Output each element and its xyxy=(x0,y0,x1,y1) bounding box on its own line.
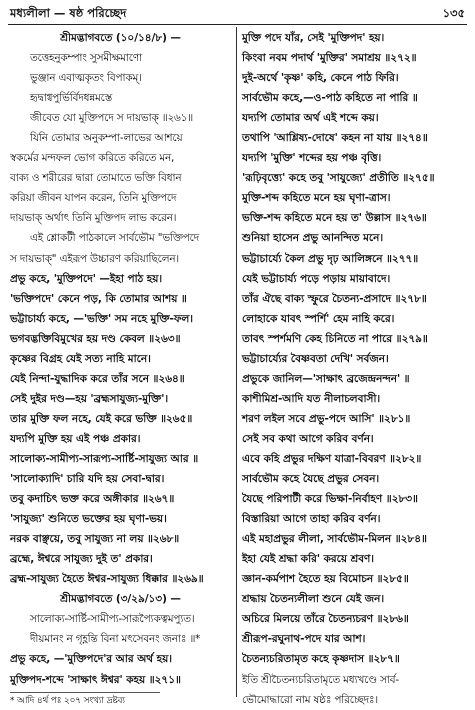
verse-line: এই মহাপ্রভুর লীলা, সার্বভৌম-মিলন ॥২৮৪॥ xyxy=(242,533,427,546)
verse-line: তাঁর ঐছে বাক্য স্ফুরে চৈতন্য-প্রসাদে ॥২৭৮॥ xyxy=(242,292,427,305)
prose-line: স দায়ভাক্" এইরূপ উচ্চারণ করিয়াছিলেন। xyxy=(10,252,179,265)
sanskrit-line: ভুঞ্জান এবাত্মকৃতং বিপাকম্। xyxy=(30,72,142,85)
prose-line: করিয়া জীবন যাপন করেন, তিনি মুক্তিপদে xyxy=(10,192,177,205)
verse-line: যদ্যপি তোমার অর্থ এই শব্দে কয়। xyxy=(242,112,379,125)
verse-line: মুক্তি পদে যাঁর, সেই 'মুক্তিপদ' হয়। xyxy=(242,32,385,44)
prose-line: যিনি তোমার অনুকম্পা-লাভের আশয়ে xyxy=(30,132,183,145)
verse-line: যেই ভট্টাচার্য্য পড়ে পড়ায় মায়াবাদে। xyxy=(242,272,391,285)
verse-line: তাবৎ স্পর্শমণি কেহ চিনিতে না পারে ॥২৭৯॥ xyxy=(242,332,428,345)
verse-line: প্রভুকে জানিল—'সাক্ষাৎ ব্রজেন্দ্রনন্দন' ॥ xyxy=(242,372,410,385)
sanskrit-line: হৃদ্বাগ্বপুর্ভির্বিদধন্নমস্তে xyxy=(30,92,113,105)
verse-line: মুক্তি-শব্দ কহিতে মনে হয় ঘৃণা-ত্রাস। xyxy=(242,192,391,205)
prose-line: দায়ভাক্ অর্থাৎ তিনি মুক্তিপদ লাভ করেন। xyxy=(10,212,177,225)
verse-line: তথাপি 'আশ্লিষ্য-দোষে' কহন না যায় ॥২৭৪॥ xyxy=(242,132,428,145)
verse-line: সার্বভৌম কহে,—ও-পাঠ কহিতে না পারি ॥ xyxy=(242,92,418,105)
verse-line: অচিরে মিলয়ে তাঁরে চৈতন্যচরণ ॥২৮৬॥ xyxy=(242,613,409,626)
header-rule xyxy=(8,24,467,25)
page-header xyxy=(10,4,465,24)
sanskrit-line: তত্তেহনুকম্পাং সুসমীক্ষমাণো xyxy=(30,52,142,65)
prose-line: ইতি শ্রীচৈতন্যচরিতামৃতে মধ্যখণ্ডে সার্ব- xyxy=(242,673,399,686)
verse-line: কিংবা নবম পদার্থ 'মুক্তির' সমাশ্রয় ॥২৭২॥ xyxy=(242,52,417,65)
verse-line: বিস্তারিয়া আগে তাহা করিব বর্ণন। xyxy=(242,513,381,526)
verse-line: ভট্টাচার্য্য কহে, —'ভক্তি' সম নহে মুক্তি-ফল। xyxy=(10,312,193,325)
verse-line: যৈছে পরিপাটী করে ভিক্ষা-নির্বাহণ ॥২৮৩॥ xyxy=(242,493,418,506)
verse-line: যদ্যপি মুক্তি হয় এই পঞ্চ প্রকার। xyxy=(10,432,141,445)
verse-line: সালোক্য-সামীপ্য-সারূপ্য-সার্ষ্টি-সাযুজ্য আর ॥ xyxy=(10,452,199,465)
verse-line: ভক্তি-শব্দ কহিতে মনে হয় ত' উল্লাস ॥২৭৬॥ xyxy=(242,212,427,225)
scripture-reference: শ্রীমদ্ভাগবতে (১০/১৪/৮) — xyxy=(60,32,181,44)
verse-line: ইহা যেই শ্রদ্ধা করি' করয়ে শ্রবণ। xyxy=(242,553,374,566)
prose-line: স্বকর্মের মন্দফল ভোগ করিতে করিতে মন, xyxy=(10,152,175,165)
verse-line: যেই নিন্দা-যুদ্ধাদিক করে তাঁর সনে ॥২৬৪॥ xyxy=(10,372,185,385)
verse-line: তার মুক্তি ফল নহে, যেই করে ভক্তি ॥২৬৫॥ xyxy=(10,412,193,425)
footnote: * আদি ৪র্থ পঃ ২০৭ সংখ্যা দ্রষ্টব্য xyxy=(10,692,160,710)
verse-line: প্রভু কহে, 'মুক্তিপদে' —ইহা পাঠ হয়। xyxy=(10,272,163,285)
verse-line: সেই দুইর দণ্ড—হয় 'ব্রহ্মসাযুজ্য-মুক্তি'। xyxy=(10,392,169,405)
verse-line: ব্রহ্মে, ঈশ্বরে সাযুজ্য দুই ত' প্রকার। xyxy=(10,553,153,566)
verse-line: 'রূঢ়িবৃত্ত্যে' কহে তবু 'সাযুজ্যে' প্রতীতি ॥২৭৫॥ xyxy=(242,172,435,185)
verse-line: সার্বভৌম কহে যৈছে প্রভুর সেবন। xyxy=(242,473,380,486)
prose-line: বাক্য ও শরীরের দ্বারা তোমাতে ভক্তি বিধান xyxy=(10,172,182,185)
scripture-reference: শ্রীমদ্ভাগবতে (৩/২৯/১৩) — xyxy=(60,593,181,606)
verse-line: লোহাকে যাবৎ স্পর্শি' হেম নাহি করে। xyxy=(242,312,395,325)
verse-line: নরক বাঞ্ছয়ে, তবু সাযুজ্য না লয় ॥২৬৮॥ xyxy=(10,533,180,546)
verse-line: এবে কহি প্রভুর দক্ষিণ যাত্রা-বিবরণ ॥২৮২॥ xyxy=(242,452,422,465)
column-divider xyxy=(236,27,237,697)
verse-line: ভট্টাচার্য্যে কৈল প্রভু দৃঢ় আলিঙ্গনে ॥২৭৭॥ xyxy=(242,252,419,265)
verse-line: মুক্তিপদ-শব্দে 'সাক্ষাৎ ঈশ্বর' কহয় ॥২৭১॥ xyxy=(10,673,181,686)
verse-line: জ্ঞান-কর্মপাশ হৈতে হয় বিমোচন ॥২৮৫॥ xyxy=(242,573,409,586)
verse-line: শ্রদ্ধায় চৈতন্যলীলা শুনে যেই জন। xyxy=(242,593,385,606)
prose-line: এই শ্লোকটী পাঠকালে সার্বভৌম "ভক্তিপদে xyxy=(30,232,200,245)
verse-line: ব্রহ্ম-সাযুজ্য হৈতে ঈশ্বর-সাযুজ্য ধিক্কার ॥২৬৯॥ xyxy=(10,573,204,586)
verse-line: সেই সব কথা আগে করিব বর্ণন। xyxy=(242,432,374,445)
page-number: ১৩৫ xyxy=(442,5,465,20)
verse-line: যদ্যপি 'মুক্তি' শব্দের হয় পঞ্চ বৃত্তি। xyxy=(242,152,382,165)
sanskrit-line: সালোক্য-সার্ষ্টি-সামীপ্য-সারূপ্যৈকত্বমপ্যুত। xyxy=(30,613,195,626)
verse-line: দুই-অর্থে 'কৃষ্ণ' কহি, কেনে পাঠ ফিরি। xyxy=(242,72,399,85)
verse-line: তবু কদাচিৎ ভক্ত করে অঙ্গীকার ॥২৬৭॥ xyxy=(10,493,175,506)
verse-line: শরণ লইল সবে প্রভু-পদে আসি' ॥২৮১॥ xyxy=(242,412,411,425)
verse-line: 'ভক্তিপদে' কেনে পড়, কি তোমার আশয় ॥ xyxy=(10,292,187,305)
right-column xyxy=(242,28,464,706)
verse-line: শুনিয়া হাসেন প্রভু আনন্দিত মনে। xyxy=(242,232,384,245)
verse-line: 'সাযুজ্য' শুনিতে ভক্তের হয় ঘৃণা-ভয়। xyxy=(10,513,167,526)
verse-line: কাশীমিশ্র-আদি যত নীলাচলবাসী। xyxy=(242,392,381,405)
verse-line: চৈতন্যচরিতামৃত কহে কৃষ্ণদাস ॥২৮৭॥ xyxy=(242,653,400,666)
verse-line: 'সালোক্যাদি' চারি যদি হয় সেবা-দ্বার। xyxy=(10,473,165,486)
verse-line: ভগবদ্ভক্তিবিমুখের হয় দণ্ড কেবল ॥২৬৩॥ xyxy=(10,332,181,345)
verse-line: প্রভু কহে, —'মুক্তিপদে'র আর অর্থ হয়। xyxy=(10,653,172,666)
sanskrit-line: দীয়মানং ন গৃহ্ণন্তি বিনা মৎসেবনং জনাঃ ॥* xyxy=(30,633,201,646)
prose-line: ভৌমোদ্ধারো নাম ষষ্ঠঃ পরিচ্ছেদঃ। xyxy=(242,693,378,706)
sanskrit-line: জীবেত যো মুক্তিপদে স দায়ভাক্ ॥২৬১॥ xyxy=(30,112,193,125)
left-column xyxy=(10,28,231,706)
verse-line: ভট্টাচার্য্যের বৈষ্ণবতা দেখি' সর্বজন। xyxy=(242,352,389,365)
verse-line: কৃষ্ণের বিগ্রহ যেই সত্য নাহি মানে। xyxy=(10,352,151,365)
verse-line: শ্রীরূপ-রঘুনাথ-পদে যার আশ। xyxy=(242,633,366,646)
chapter-title: মধ্যলীলা — ষষ্ঠ পরিচ্ছেদ xyxy=(10,5,127,20)
